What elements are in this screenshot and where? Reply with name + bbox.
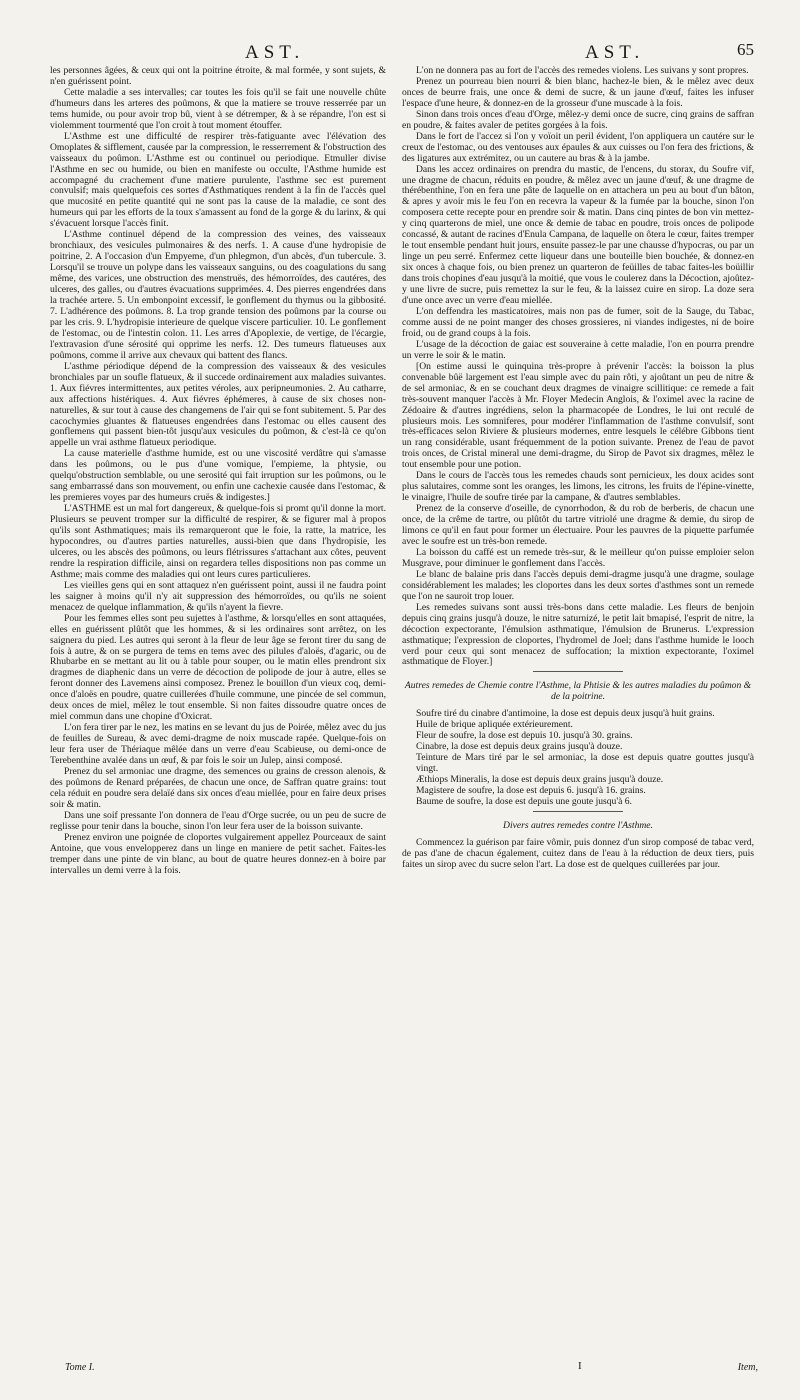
paragraph: Dans le cours de l'accès tous les remedes chauds sont pernicieux, les doux acides sont plus salutaires, comme sont les oranges, les limons, les citrons, les fruits de l'épine-vinette, le vinaigre, l'huile de soufre tirée par la campane, & d'autres semblables. [402, 470, 754, 504]
paragraph: Prenez du sel armoniac une dragme, des semences ou grains de cresson alenois, & des poûmons de Renard préparées, de chacun une once, de Saffran quatre grains: tout cela réduit en poudre sera delaïé dans six onces d'eau miellée, pour en faire deux prises soir & matin. [50, 766, 386, 810]
paragraph: [On estime aussi le quinquina très-propre à prévenir l'accès: la boisson la plus convenable bûë largement est l'eau simple avec du pain rôti, y ajoûtant un peu de nitre & de sel armoniac, & en se couchant deux dragmes de vinaigre scillitique: ce remede a fait très-souvent manquer l'accès à Mr. Floyer Medecin Anglois, & l'oximel avec la racine de Zédoaire & d'autres ingrédiens, selon la pharmacopée de Londres, le lui ont reculé de plusieurs mois. Les somniferes, pour modérer l'inflammation de l'asthme convulsif, sont très-efficaces selon Riviere & plusieurs modernes, entre lesquels le célébre Gibbons tient un rang considérable, usant fréquemment de la potion suivante. Prenez de l'eau de pavot trois onces, de Cristal mineral une demi-dragme, du Sirop de Pavot six dragmes, mêlez le tout ensemble pour une potion. [402, 360, 754, 471]
paragraph: L'Asthme continuel dépend de la compression des veines, des vaisseaux bronchiaux, des vesicules pulmonaires & des nerfs. 1. A cause d'une hydropisie de poitrine, 2. A l'occasion d'un Empyeme, d'un phlegmon, d'un abcès, d'un tubercule. 3. Lorsqu'il se trouve un polype dans les vaisseaux sanguins, ou des coagulations du sang même, des varices, une obstruction des menstruës, des hémorroïdes, des cautéres, des ulceres, des galles, ou d'autres évacuations supprimées. 4. Des pierres engendrées dans la trachée artere. 5. Un embonpoint excessif, le gonflement du thymus ou la gibbosité. 7. L'adhérence des poûmons. 8. La trop grande tension des poûmons par la course ou par les cris. 9. L'hydropisie interieure de quelque viscere particulier. 10. Le gonflement de l'estomac, ou de l'intestin colon. 11. Les arres d'Apoplexie, de vertige, de l'écargie, l'extravasion d'une sérosité qui opprime les nerfs. 12. Des tumeurs flatueuses aux poûmons, comme il arrive aux chevaux qui battent des flancs. [50, 229, 386, 361]
paragraph: Dans une soif pressante l'on donnera de l'eau d'Orge sucrée, ou un peu de sucre de reglisse pour tenir dans la bouche, sinon l'on leur fera user de la boisson suivante. [50, 809, 386, 832]
signature-mark: I [578, 1360, 582, 1372]
paragraph: L'Asthme est une difficulté de respirer très-fatiguante avec l'élévation des Omoplates & sifflement, causée par la compression, le resserrement & l'obstruction des vaisseaux du poûmon. L'Asthme est ou continuel ou periodique. Etmuller divise l'Asthme en sec ou humide, ou bien en manifeste ou occulte, l'Asthme humide est accompagné du crachement d'une matiere purulente, l'asthme sec est purement convulsif; mais quelquefois ces sortes d'Asthmatiques rendent à la fin de l'accès quel que mucosité en petite quantité qui ne sont pas la cause de la maladie, ce sont des humeurs qui par les efforts de la toux s'amassent au fond de la gorge & du larinx, & qui s'évacuent lorsque l'accès finit. [50, 130, 386, 230]
paragraph: Dans les accez ordinaires on prendra du mastic, de l'encens, du storax, du Soufre vif, une dragme de chacun, réduits en poudre, & mêlez avec un jaune d'œuf, & une dragme de thérébenthine, l'on en fera une pâte de laquelle on en attachera un peu au bout d'un bâton, & apres y avoir mis le feu l'on en recevra la vapeur & la fumée par la bouche, sinon l'on composera cette recepte pour en prendre soir & matin. Dans cinq pintes de bon vin mettez-y cinq quarterons de miel, une once & demie de tabac en poudre, trois onces de polipode concassé, & autant de racines d'Enula Campana, de laquelle on ôtera le cœur, faites tremper le tout ensemble pendant huit jours, ensuite passez-le par une chausse d'hypocras, ou par un linge un peu serré. Enfermez cette liqueur dans une bouteille bien bouchée, & donnez-en six onces à chaque fois, ou bien prenez un quarteron de feüilles de tabac faites-les boüillir dans trois chopines d'eau jusqu'à la moitié, que vous le coulerez dans la Décoction, ajoûtez-y une livre de sucre, puis remettez la sur le feu, & la laissez cuire en sirop. La doze sera d'une once avec un verre d'eau miellée. [402, 163, 754, 307]
list-item: Fleur de soufre, la dose est depuis 10. jusqu'à 30. grains. [416, 730, 633, 742]
section-title-chemistry: Autres remedes de Chemie contre l'Asthme, la Phtisie & les autres maladies du poûmon & de la poitrine. [404, 680, 752, 703]
paragraph: La cause materielle d'asthme humide, est ou une viscosité verdâtre qui s'amasse dans les poûmons, ou le pus d'une vomique, l'empieme, la phtysie, ou quelqu'obstruction semblable, ou une serosité qui fait irruption sur les poûmons, ou le sang embarrassé dans son mouvement, ou enfin une cachexie causée dans l'estomac, & les premieres voyes par des humeurs cruës & indigestes.] [50, 448, 386, 504]
list-item: Æthiops Mineralis, la dose est depuis deux grains jusqu'à douze. [416, 774, 664, 786]
paragraph: les personnes âgées, & ceux qui ont la poitrine étroite, & mal formée, y sont sujets, & n'en guérissent point. [50, 66, 386, 87]
paragraph: Sinon dans trois onces d'eau d'Orge, mêlez-y demi once de sucre, cinq grains de saffran en poudre, & faites avaler de petites gorgées à la fois. [402, 108, 754, 131]
catchword: Item, [737, 1362, 758, 1373]
paragraph: L'usage de la décoction de gaiac est souveraine à cette maladie, l'on en pourra prendre un verre le soir & le matin. [402, 338, 754, 361]
left-column [50, 66, 386, 1360]
list-item: Magistere de soufre, la dose est depuis 6. jusqu'à 16. grains. [416, 785, 646, 797]
paragraph: Pour les femmes elles sont peu sujettes à l'asthme, & lorsqu'elles en sont attaquées, elles en guérissent plûtôt que les hommes, & si les ordinaires sont arrêtez, on les saignera du pied. Les autres qui seront à la fleur de leur âge se feront tirer du sang de fois à autre, & on se purgera de tems en tems avec des pilules d'aloës, d'agaric, ou de Rhubarbe en se mettant au lit ou à table pour souper, ou le matin elles prendront six dragmes de diaphenic dans un verre de décoction de polipode de jour à autre, elles se feront donner des Lavemens ainsi composez. Prenez le bouillon d'un vieux coq, demi-once d'aloës en poudre, quatre cuillerées d'huile commune, une pincée de sel commun, deux onces de miel, mêlez le tout ensemble. Si non faites dissoudre quatre onces de miel commun dans une chopine d'Oxicrat. [50, 612, 386, 723]
section-divider [533, 811, 623, 812]
paragraph: Le blanc de balaine pris dans l'accès depuis demi-dragme jusqu'à une dragme, soulage considérablement les malades; les cloportes dans les deux sortes d'asthmes sont un remede que l'on ne sauroit trop louer. [402, 568, 754, 602]
paragraph: Cette maladie a ses intervalles; car toutes les fois qu'il se fait une nouvelle chûte d'humeurs dans les arteres des poûmons, & que la matiere se trouve resserrée par un tems humide, ou pour avoir trop bû, vient à se détremper, & à se répandre, l'on est si violemment tourmenté que l'on croit à tout moment étouffer. [50, 86, 386, 131]
paragraph: L'asthme périodique dépend de la compression des vaisseaux & des vesicules bronchiales par un soufle flatueux, & il succede ordinairement aux maladies suivantes. 1. Aux fiévres intermittentes, aux petites véroles, aux peripneumonies. 2. Au catharre, aux affections histériques. 4. Aux fiévres éphémeres, à cause de six choses non-naturelles, & sur tout à cause des changemens de l'air qui se font subitement. 5. Par des cacochymies gluantes & flatueuses engendrées dans l'estomac ou elles causent des gonflemens qui passent bien-tôt jusqu'aux vesicules du poûmon, & c'est-là ce qu'on appelle un vrai asthme flatueux periodique. [50, 360, 386, 449]
section-divider [533, 671, 623, 672]
running-head [50, 42, 760, 64]
paragraph: La boisson du caffé est un remede très-sur, & le meilleur qu'on puisse emploier selon Musgrave, pour diminuer le gonflement dans l'accès. [402, 546, 754, 569]
chemistry-remedy-list [402, 709, 754, 808]
section-title-other-remedies: Divers autres remedes contre l'Asthme. [503, 820, 653, 831]
list-item: Huile de brique apliquée extérieurement. [416, 719, 573, 731]
paragraph: L'on deffendra les masticatoires, mais non pas de fumer, soit de la Sauge, du Tabac, comme aussi de ne point manger des choses grossieres, ni viandes indigestes, ni de boire froid, ou de grand coups à la fois. [402, 305, 754, 339]
list-item: Teinture de Mars tiré par le sel armoniac, la dose est depuis quatre gouttes jusqu'à vingt. [416, 752, 754, 775]
paragraph: Commencez la guérison par faire vômir, puis donnez d'un sirop composé de tabac verd, de pas d'ane de chacun également, cuitez dans de l'eau à la réduction de deux tiers, puis faites un sirop avec du sucre selon l'art. La dose est de quelques cuillerées par jour. [402, 837, 754, 870]
page-number: 65 [737, 40, 754, 59]
paragraph: Prenez de la conserve d'oseille, de cynorrhodon, & du rob de berberis, de chacun une once, de la crême de tartre, ou plûtôt du tartre vitriolé une dragme & demie, du sirop de limons ce qu'il en faut pour former un électuaire. Pour les pauvres de la piquette parfumée avec le soufre est un très-bon remede. [402, 503, 754, 547]
list-item: Soufre tiré du cinabre d'antimoine, la dose est depuis deux jusqu'à huit grains. [416, 708, 715, 720]
right-column [402, 66, 754, 1360]
running-title-left: AST. [245, 42, 305, 63]
paragraph: L'on fera tirer par le nez, les matins en se levant du jus de Poirée, mêlez avec du jus de feuilles de Sureau, & avec demi-dragme de noix muscade rapée. Quelque-fois on leur fera user de Thériaque mêlée dans un verre d'eau Scabieuse, ou demi-once de Terebenthine avalée dans un œuf, & par fois le soir un Julep, ainsi composé. [50, 722, 386, 767]
list-item: Cinabre, la dose est depuis deux grains jusqu'à douze. [416, 741, 623, 753]
paragraph: L'on ne donnera pas au fort de l'accès des remedes violens. Les suivans y sont propres. [416, 66, 749, 76]
text-columns [50, 66, 760, 1360]
paragraph: Prenez un pourreau bien nourri & bien blanc, hachez-le bien, & le mêlez avec deux onces de beurre frais, une once & demi de sucre, & un jaune d'œuf, faites les infuser l'espace d'une heure, & donnez-en de la grosseur d'une muscade à la fois. [402, 75, 754, 109]
paragraph: Les remedes suivans sont aussi très-bons dans cette maladie. Les fleurs de benjoin depuis cinq grains jusqu'à douze, le nitre saturnizé, le petit lait bmapisé, l'esprit de nitre, la décoction expectorante, l'émulsion asthmatique, l'émulsion de Brunerus. L'expression asthmatique; l'expression de cloportes, l'hydromel de Joel; dans l'asthme humide le looch verd pour ceux qui sont menacez de suffocation; la mixtion expectorante, l'oximel asthmatique de Floyer.] [402, 601, 754, 668]
running-title-right: AST. [585, 42, 645, 63]
paragraph: Les vieilles gens qui en sont attaquez n'en guérissent point, aussi il ne faudra point les saigner à moins qu'il n'y ait suppression des hémorroïdes, ou qu'ils ne soient menacez de quelque inflammation, & qu'ils n'ayent la fievre. [50, 579, 386, 613]
volume-label: Tome I. [65, 1362, 95, 1373]
paragraph: Dans le fort de l'accez si l'on y voïoit un peril évident, l'on appliquera un cautére sur le creux de l'estomac, ou des ventouses aux épaules & aux cuisses ou l'on fera des frictions, & des ligatures aux extrémitez, ou un cautere au bras & à la jambe. [402, 130, 754, 164]
paragraph: Prenez environ une poignée de cloportes vulgairement appellez Pourceaux de saint Antoine, que vous envelopperez dans un linge en maniere de petit sachet. Faites-les tremper dans une pinte de vin blanc, au bout de quatre heures donnez-en à boire par intervalles un demi verre à la fois. [50, 831, 386, 876]
list-item: Baume de soufre, la dose est depuis une goute jusqu'à 6. [416, 796, 632, 808]
paragraph: L'ASTHME est un mal fort dangereux, & quelque-fois si promt qu'il donne la mort. Plusieurs se peuvent tromper sur la difficulté de respirer, & se figurer mal à propos qu'ils sont Asthmatiques; mais ils remarqueront que le foie, la ratte, la matrice, les hypocondres, ou d'autres parties naturelles, aussi-bien que dans l'hydropisie, les ulceres, ou les abscès des poûmons, ou leurs flétrissures s'attachant aux côtes, peuvent rendre la respiration difficile, ainsi on regardera telles dispositions non pas comme un Asthme; mais comme des maladies qui ont leurs cures particulieres. [50, 503, 386, 580]
